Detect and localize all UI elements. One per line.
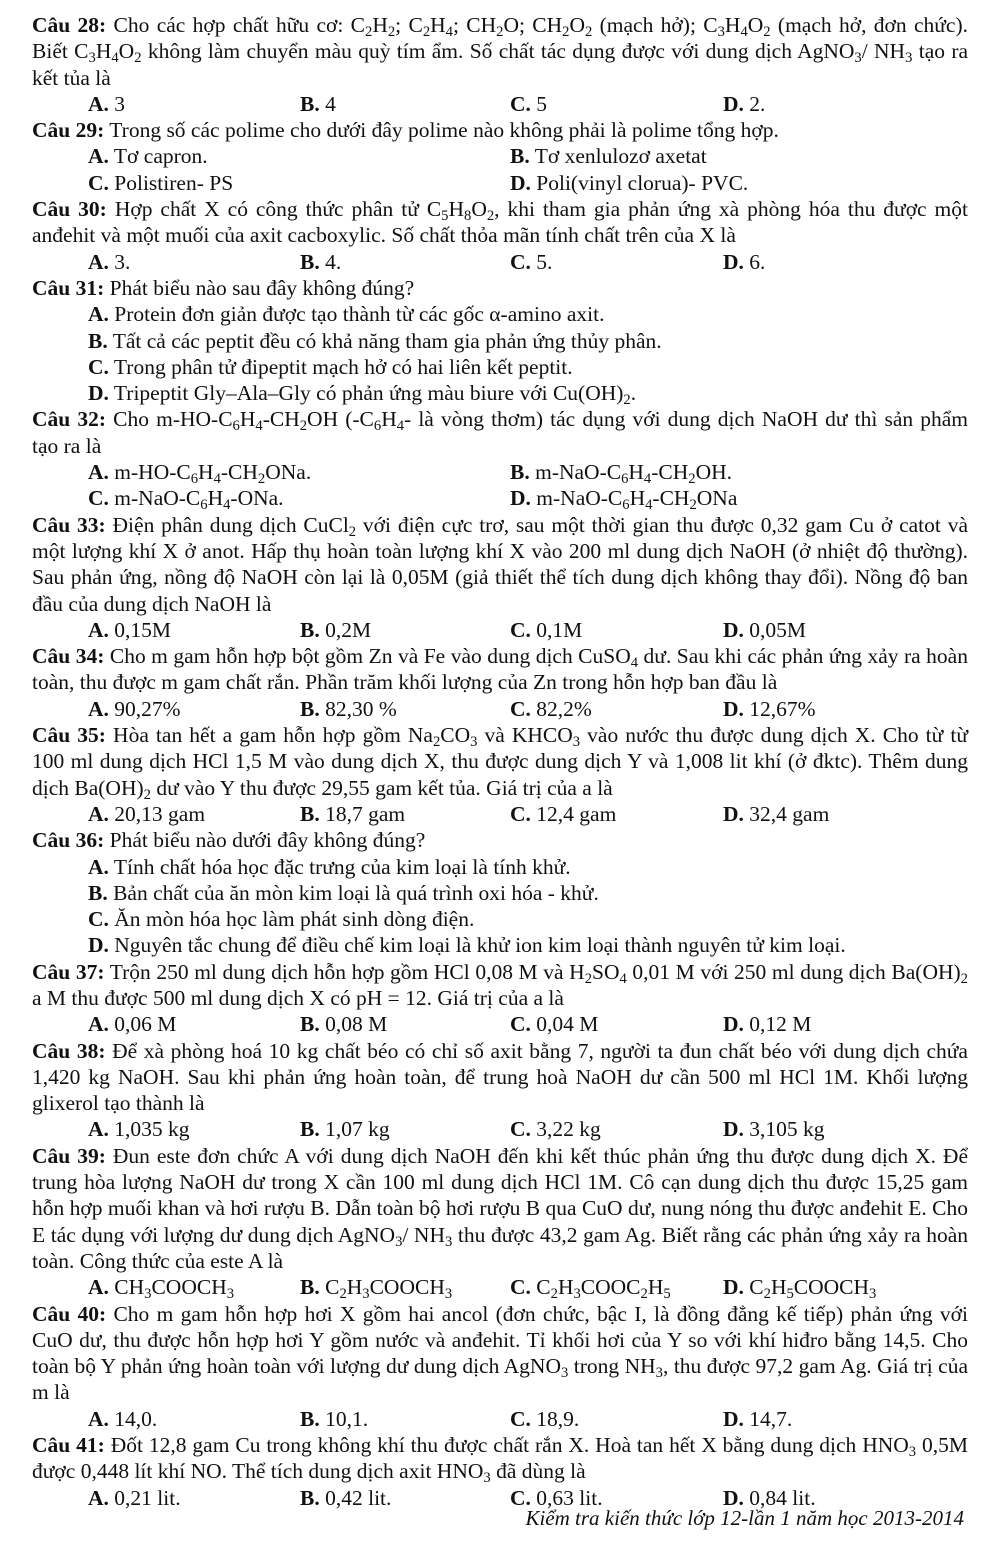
option-letter: B. (300, 696, 320, 721)
option-text: Tính chất hóa học đặc trưng của kim loại là tính khử. (113, 854, 571, 879)
option-c (510, 1406, 579, 1432)
question-text: Cho m gam hỗn hợp bột gồm Zn và Fe vào dung dịch CuSO$_4$ dư. Sau khi các phản ứng xảy ra hoàn toàn, thu được m gam chất rắn. Phần trăm khối lượng của Zn trong hỗn hợp ban đầu là (32, 644, 968, 695)
option-b (300, 1485, 391, 1511)
option-letter: C. (510, 801, 531, 826)
question-block (32, 196, 968, 275)
option-text: Protein đơn giản được tạo thành từ các gốc α-amino axit. (114, 302, 605, 327)
question-stem (32, 1038, 968, 1117)
option-letter: D. (723, 1117, 744, 1142)
option-letter: B. (510, 460, 530, 485)
question-block (32, 1432, 968, 1511)
option-text: 82,2% (536, 696, 592, 721)
question-number: Câu 36: (32, 828, 105, 853)
question-number: Câu 34: (32, 644, 105, 669)
question-block (32, 643, 968, 722)
option-text: 3. (114, 249, 131, 274)
option-letter: A. (88, 1406, 109, 1431)
option-b (88, 880, 968, 906)
option-letter: C. (510, 1117, 531, 1142)
option-d (88, 932, 968, 958)
option-text: 5. (536, 249, 553, 274)
option-text: 0,12 M (749, 1012, 812, 1037)
option-c (88, 485, 284, 514)
option-letter: A. (88, 617, 109, 642)
question-block (32, 827, 968, 958)
option-letter: A. (88, 460, 109, 485)
option-letter: B. (300, 249, 320, 274)
question-block (32, 959, 968, 1038)
option-text: 4 (325, 91, 336, 116)
option-b (88, 328, 968, 354)
option-letter: B. (510, 144, 530, 169)
option-d (723, 696, 816, 722)
question-text: Cho m gam hỗn hợp hơi X gồm hai ancol (đơn chức, bậc I, là đồng đẳng kế tiếp) phản ứng với CuO dư, thu được hỗn hợp hơi Y gồm nước và anđehit. Tỉ khối hơi của Y so với khí hiđro bằng 14,5. Cho toàn bộ Y phản ứng hoàn toàn với lượng dư dung dịch AgNO$_3$ trong $NH_3$, thu được 97,2 gam Ag. Giá trị của m là (32, 1301, 969, 1405)
option-a (88, 854, 968, 880)
option-letter: C. (510, 91, 531, 116)
question-text: Hòa tan hết a gam hỗn hợp gồm $Na_2CO_3$ và $KHCO_3$ vào nước thu được dung dịch X. Cho từ từ 100 ml dung dịch HCl 1,5 M vào dung dịch X, thu được dung dịch Y và 1,008 lit khí (ở đktc). Thêm dung dịch $Ba(OH)_2$ dư vào Y thu được 29,55 gam kết tủa. Giá trị của a là (32, 723, 968, 803)
option-text: 2. (749, 91, 766, 116)
option-letter: A. (88, 1275, 109, 1300)
option-c (88, 906, 968, 932)
option-d (723, 1274, 877, 1303)
option-b (300, 91, 336, 117)
question-block (32, 1143, 968, 1301)
option-a (88, 301, 968, 327)
option-c (88, 354, 968, 380)
option-text: 32,4 gam (749, 801, 830, 826)
option-text: 0,15M (114, 617, 172, 642)
option-letter: B. (300, 1275, 320, 1300)
option-d (723, 801, 829, 827)
answer-options (32, 1011, 968, 1037)
option-letter: B. (300, 801, 320, 826)
option-letter: D. (88, 933, 109, 958)
question-stem (32, 12, 968, 91)
option-text: 20,13 gam (114, 801, 206, 826)
question-number: Câu 28: (32, 13, 107, 37)
option-text: $m-NaO-C_6H_4$-ONa. (114, 486, 284, 514)
option-text: 0,1M (536, 617, 583, 642)
question-number: Câu 35: (32, 723, 106, 748)
option-text: 0,21 lit. (114, 1485, 181, 1510)
option-b (300, 1406, 368, 1432)
question-number: Câu 38: (32, 1038, 106, 1063)
option-letter: C. (88, 907, 109, 932)
option-c (510, 617, 582, 643)
option-letter: D. (723, 1275, 744, 1300)
option-text: $m-NaO-C_6H_4-CH_2OH$. (535, 460, 733, 488)
option-a (88, 801, 205, 827)
option-letter: C. (510, 1485, 531, 1510)
option-letter: D. (723, 1485, 744, 1510)
option-a (88, 1485, 181, 1511)
option-letter: D. (723, 249, 744, 274)
question-number: Câu 37: (32, 959, 105, 984)
question-block (32, 1301, 968, 1432)
option-d (723, 617, 806, 643)
answer-options (32, 143, 968, 196)
option-letter: B. (300, 617, 320, 642)
option-letter: D. (510, 486, 531, 511)
answer-options (32, 1274, 968, 1303)
option-b (300, 617, 371, 643)
question-text: Phát biểu nào sau đây không đúng? (109, 275, 415, 300)
question-stem (32, 1301, 968, 1406)
answer-options (32, 301, 968, 409)
answer-options (32, 617, 968, 643)
option-letter: B. (88, 880, 108, 905)
option-text: 0,63 lit. (536, 1485, 603, 1510)
question-stem (32, 1143, 968, 1274)
option-letter: C. (88, 170, 109, 195)
option-text: $m-HO-C_6H_4-CH_2ONa$. (114, 460, 312, 488)
option-letter: C. (510, 1012, 531, 1037)
option-d (723, 91, 765, 117)
option-text: 0,42 lit. (325, 1485, 392, 1510)
option-a (88, 143, 208, 169)
option-a (88, 1406, 157, 1432)
option-b (300, 1274, 453, 1303)
answer-options (32, 696, 968, 722)
option-letter: A. (88, 1012, 109, 1037)
option-letter: A. (88, 696, 109, 721)
option-text: 0,04 M (536, 1012, 599, 1037)
option-text: 90,27% (114, 696, 181, 721)
question-text: Đun este đơn chức A với dung dịch NaOH đến khi kết thúc phản ứng thu được dung dịch X. Để trung hòa lượng NaOH dư trong X cần 100 ml dung dịch HCl 1M. Cô cạn dung dịch thu được 15,25 gam hỗn hợp muối khan và hơi rượu B. Dẫn toàn bộ hơi rượu B qua CuO dư, nung nóng thu được anđehit E. Cho E tác dụng với lượng dư dung dịch AgNO$_3$/ $NH_3$ thu được 43,2 gam Ag. Biết rằng các phản ứng xảy ra hoàn toàn. Công thức của este A là (32, 1143, 969, 1273)
option-d (510, 170, 748, 196)
question-stem (32, 196, 968, 249)
option-a (88, 459, 312, 488)
question-text: Trộn 250 ml dung dịch hỗn hợp gồm HCl 0,08 M và $H_2SO_4$ 0,01 M với 250 ml dung dịch $Ba(OH)_2$ a M thu được 500 ml dung dịch X có pH = 12. Giá trị của a là (32, 959, 968, 1010)
answer-options (32, 91, 968, 117)
question-stem (32, 643, 968, 696)
option-a (88, 1274, 235, 1303)
option-letter: D. (723, 617, 744, 642)
question-stem (32, 959, 968, 1012)
answer-options (32, 459, 968, 512)
option-text: $C_2H_5COOCH_3$ (749, 1275, 877, 1303)
option-letter: A. (88, 249, 109, 274)
option-d (723, 1406, 792, 1432)
exam-page (32, 12, 968, 1511)
option-text: 82,30 % (325, 696, 397, 721)
option-text: 14,7. (749, 1406, 793, 1431)
question-text: Cho $m-HO-C_6H_4-CH_2OH$ ($-C_6H_4-$ là vòng thơm) tác dụng với dung dịch NaOH dư thì sản phẩm tạo ra là (32, 407, 969, 458)
answer-options (32, 801, 968, 827)
option-a (88, 1011, 176, 1037)
option-letter: A. (88, 302, 109, 327)
question-number: Câu 30: (32, 197, 107, 222)
option-b (300, 1011, 387, 1037)
option-text: 0,06 M (114, 1012, 177, 1037)
question-text: Đốt 12,8 gam Cu trong không khí thu được chất rắn X. Hoà tan hết X bằng dung dịch $HNO_3$ 0,5M được 0,448 lít khí NO. Thể tích dung dịch axit $HNO_3$ đã dùng là (32, 1433, 969, 1487)
question-stem (32, 406, 968, 459)
option-letter: B. (300, 1117, 320, 1142)
option-letter: A. (88, 1485, 109, 1510)
option-letter: C. (88, 354, 109, 379)
option-text: Polistiren- PS (114, 170, 234, 195)
option-letter: D. (723, 801, 744, 826)
option-d (88, 380, 968, 409)
option-letter: C. (510, 1275, 531, 1300)
option-letter: D. (723, 1406, 744, 1431)
option-b (300, 1116, 390, 1142)
question-number: Câu 41: (32, 1433, 105, 1458)
option-c (510, 1116, 601, 1142)
option-text: Bản chất của ăn mòn kim loại là quá trình oxi hóa - khử. (113, 880, 599, 905)
option-c (510, 91, 547, 117)
option-text: 10,1. (325, 1406, 369, 1431)
option-b (300, 801, 405, 827)
option-letter: A. (88, 1117, 109, 1142)
option-a (88, 696, 181, 722)
answer-options (32, 854, 968, 959)
option-text: 14,0. (114, 1406, 158, 1431)
option-letter: D. (510, 170, 531, 195)
option-b (510, 459, 733, 488)
option-b (300, 249, 341, 275)
option-text: Tơ capron. (113, 144, 208, 169)
option-text: 6. (749, 249, 766, 274)
option-text: $CH_3COOCH_3$ (114, 1275, 235, 1303)
option-d (723, 1011, 811, 1037)
option-text: Ăn mòn hóa học làm phát sinh dòng điện. (114, 907, 475, 932)
option-c (510, 249, 552, 275)
option-letter: C. (88, 486, 109, 511)
option-letter: D. (723, 696, 744, 721)
question-stem (32, 512, 968, 617)
option-text: Trong phân tử đipeptit mạch hở có hai liên kết peptit. (113, 354, 573, 379)
option-text: 0,84 lit. (749, 1485, 816, 1510)
answer-options (32, 249, 968, 275)
option-text: 4. (325, 249, 342, 274)
option-a (88, 617, 171, 643)
question-stem (32, 117, 968, 143)
question-number: Câu 40: (32, 1301, 107, 1326)
question-text: Điện phân dung dịch CuCl$_2$ với điện cực trơ, sau một thời gian thu được 0,32 gam Cu ở catot và một lượng khí X ở anot. Hấp thụ hoàn toàn lượng khí X vào 200 ml dung dịch NaOH (ở nhiệt độ thường). Sau phản ứng, nồng độ NaOH còn lại là 0,05M (giả thiết thể tích dung dịch không thay đổi). Nồng độ ban đầu của dung dịch NaOH là (32, 512, 968, 616)
option-d (510, 485, 738, 514)
question-block (32, 117, 968, 196)
question-stem (32, 722, 968, 801)
question-block (32, 406, 969, 514)
page-footer: Kiểm tra kiến thức lớp 12-lần 1 năm học 2013-2014 (525, 1506, 964, 1530)
option-text: 3,105 kg (749, 1117, 825, 1142)
question-stem (32, 827, 968, 853)
question-text: Phát biểu nào dưới đây không đúng? (109, 828, 426, 853)
question-number: Câu 39: (32, 1143, 106, 1168)
option-letter: D. (723, 91, 744, 116)
option-d (723, 249, 765, 275)
option-text: $m-NaO-C_6H_4-CH_2ONa$ (536, 486, 738, 514)
option-letter: A. (88, 144, 109, 169)
answer-options (32, 1406, 968, 1432)
option-letter: B. (300, 1485, 320, 1510)
option-b (510, 143, 707, 169)
option-a (88, 1116, 190, 1142)
option-text: 0,2M (325, 617, 372, 642)
question-text: Trong số các polime cho dưới đây polime nào không phải là polime tổng hợp. (109, 118, 779, 143)
option-text: 18,7 gam (325, 801, 406, 826)
question-number: Câu 32: (32, 407, 107, 432)
option-text: Tất cả các peptit đều có khả năng tham gia phản ứng thủy phân. (112, 328, 662, 353)
option-text: 12,67% (749, 696, 816, 721)
option-c (88, 170, 233, 196)
option-c (510, 696, 592, 722)
option-letter: A. (88, 854, 109, 879)
option-text: Poli(vinyl clorua)- PVC. (536, 170, 749, 195)
option-text: Tripeptit Gly–Ala–Gly có phản ứng màu biure với $Cu(OH)_2$. (113, 381, 637, 409)
question-block (32, 722, 968, 827)
question-text: Cho các hợp chất hữu cơ: $C_2H_2$; $C_2H_4$; $CH_2O$; $CH_2O_2$ (mạch hở); $C_3H_4O_2$ (mạch hở, đơn chức). Biết $C_3H_4O_2$ không làm chuyển màu quỳ tím ẩm. Số chất tác dụng được với dung dịch AgNO$_3$/ $NH_3$ tạo ra kết tủa là (32, 13, 969, 90)
option-text: 1,035 kg (114, 1117, 190, 1142)
option-text: Nguyên tắc chung để điều chế kim loại là khử ion kim loại thành nguyên tử kim loại. (114, 933, 846, 958)
option-b (300, 696, 397, 722)
question-block (32, 12, 968, 117)
option-letter: B. (300, 1012, 320, 1037)
question-number: Câu 33: (32, 512, 106, 537)
option-text: 0,05M (749, 617, 807, 642)
question-stem (32, 1432, 968, 1485)
option-letter: A. (88, 91, 109, 116)
option-letter: C. (510, 617, 531, 642)
option-text: 5 (536, 91, 548, 116)
question-text: Hợp chất X có công thức phân tử $C_5H_8O_2$, khi tham gia phản ứng xà phòng hóa thu được một anđehit và một muối của axit cacboxylic. Số chất thỏa mãn tính chất trên của X là (32, 197, 969, 248)
option-letter: B. (300, 1406, 320, 1431)
option-text: 3 (114, 91, 126, 116)
option-text: 0,08 M (325, 1012, 388, 1037)
option-a (88, 249, 130, 275)
option-letter: B. (300, 91, 320, 116)
question-text: Để xà phòng hoá 10 kg chất béo có chỉ số axit bằng 7, người ta đun chất béo với dung dịch chứa 1,420 kg NaOH. Sau khi phản ứng hoàn toàn, để trung hoà NaOH dư cần 500 ml HCl 1M. Khối lượng glixerol tạo thành là (32, 1038, 968, 1116)
question-block (32, 275, 968, 409)
question-number: Câu 29: (32, 118, 105, 143)
option-text: Tơ xenlulozơ axetat (534, 144, 707, 169)
option-text: $C_2H_3COOCH_3$ (325, 1275, 453, 1303)
option-letter: D. (88, 381, 109, 406)
option-letter: D. (723, 1012, 744, 1037)
option-a (88, 91, 125, 117)
option-d (723, 1116, 825, 1142)
option-letter: C. (510, 249, 531, 274)
question-block (32, 1038, 968, 1143)
question-number: Câu 31: (32, 275, 105, 300)
answer-options (32, 1116, 968, 1142)
option-c (510, 1011, 598, 1037)
question-stem (32, 275, 968, 301)
option-letter: C. (510, 696, 531, 721)
option-letter: B. (88, 328, 108, 353)
option-text: $C_2H_3COOC_2H_5$ (536, 1275, 671, 1303)
option-c (510, 1274, 671, 1303)
option-text: 12,4 gam (536, 801, 617, 826)
question-block (32, 512, 968, 643)
option-letter: C. (510, 1406, 531, 1431)
option-text: 18,9. (536, 1406, 580, 1431)
option-text: 3,22 kg (536, 1117, 601, 1142)
option-text: 1,07 kg (325, 1117, 390, 1142)
option-c (510, 801, 616, 827)
option-letter: A. (88, 801, 109, 826)
